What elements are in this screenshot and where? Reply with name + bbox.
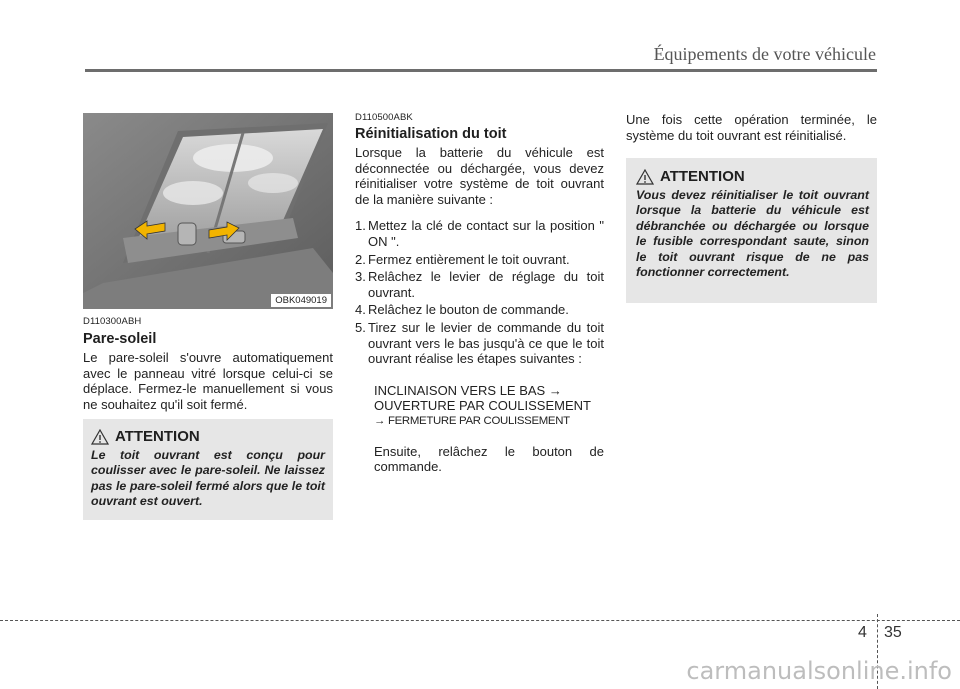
right-column xyxy=(626,112,877,143)
watermark: carmanualsonline.info xyxy=(686,657,952,685)
attention-text: Vous devez réinitialiser le toit ouvrant lorsque la batterie du véhicule est débranchée ou déchargée ou lorsque le fusible correspondant saute, sinon le toit ouvrant risque de ne pas fonctionner correctement. xyxy=(636,188,869,280)
sequence-block xyxy=(355,383,604,475)
list-item: 5. Tirez sur le levier de commande du toit ouvrant vers le bas jusqu'à ce que le toit ouvrant réalise les étapes suivantes : xyxy=(355,319,604,367)
left-column xyxy=(83,316,333,412)
attention-title: ATTENTION xyxy=(660,168,745,185)
list-item: 1. Mettez la clé de contact sur la position " ON ". xyxy=(355,218,604,249)
attention-title: ATTENTION xyxy=(115,428,200,445)
page-number: 35 xyxy=(884,624,902,641)
warning-icon xyxy=(91,429,109,445)
section-intro: Lorsque la batterie du véhicule est déconnectée ou déchargée, vous devez réinitialiser votre système de toit ouvrant de la manière suivante : xyxy=(355,145,604,207)
middle-column xyxy=(355,112,604,475)
then-text: Ensuite, relâchez le bouton de commande. xyxy=(374,443,604,475)
sunroof-illustration xyxy=(83,113,333,309)
list-item: 4. Relâchez le bouton de commande. xyxy=(355,302,569,318)
sunroof-photo xyxy=(83,113,333,309)
steps-list xyxy=(355,218,604,366)
attention-header xyxy=(636,168,869,185)
sequence-line: → FERMETURE PAR COULISSEMENT xyxy=(374,414,570,427)
page-header-title: Équipements de votre véhicule xyxy=(653,44,876,64)
section-body: Le pare-soleil s'ouvre automatiquement avec le panneau vitré lorsque celui-ci se déplace. Fermez-le manuellement si vous ne souhaitez qu'il soit fermé. xyxy=(83,350,333,412)
list-item: 2. Fermez entièrement le toit ouvrant. xyxy=(355,251,570,267)
section-code: D110300ABH xyxy=(83,316,142,327)
section-code: D110500ABK xyxy=(355,112,413,123)
warning-icon xyxy=(636,169,654,185)
sequence-line: OUVERTURE PAR COULISSEMENT xyxy=(374,398,591,414)
section-title: Réinitialisation du toit xyxy=(355,126,507,142)
attention-text: Le toit ouvrant est conçu pour coulisser avec le pare-soleil. Ne laissez pas le pare-soleil fermé alors que le toit ouvrant est ouvert. xyxy=(91,448,325,509)
photo-caption: OBK049019 xyxy=(271,294,331,307)
chapter-number: 4 xyxy=(858,624,867,641)
sequence-line: INCLINAISON VERS LE BAS → xyxy=(374,382,562,398)
section-body: Une fois cette opération terminée, le système du toit ouvrant est réinitialisé. xyxy=(626,112,877,143)
attention-box-reset xyxy=(626,158,877,303)
list-item: 3. Relâchez le levier de réglage du toit ouvrant. xyxy=(355,269,604,300)
section-title: Pare-soleil xyxy=(83,331,157,347)
header-rule xyxy=(85,69,877,72)
attention-box-sunshade xyxy=(83,419,333,520)
footer-rule xyxy=(0,620,960,621)
attention-header xyxy=(91,428,325,445)
